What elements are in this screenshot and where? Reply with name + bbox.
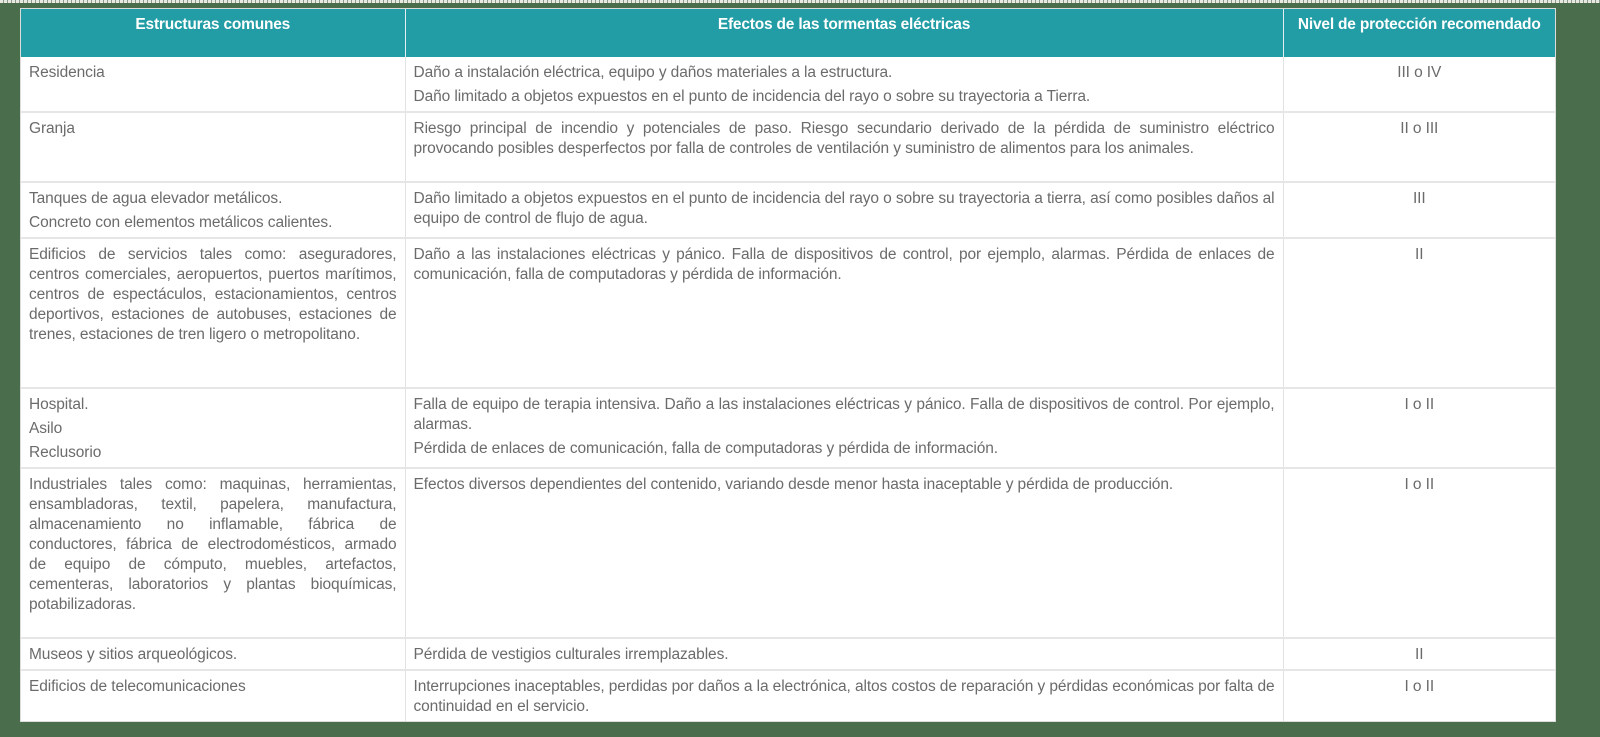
table-row: [21, 638, 1555, 670]
table-row: [21, 57, 1555, 112]
structure-text: Museos y sitios arqueológicos.: [29, 646, 238, 663]
cell-effects: [405, 182, 1283, 238]
protection-levels-table: [20, 8, 1556, 722]
structure-text: Granja: [29, 120, 75, 137]
table: [21, 9, 1555, 721]
structure-text: Tanques de agua elevador metálicos.: [29, 190, 283, 207]
cell-effects: [405, 670, 1283, 721]
structure-text: Edificios de telecomunicaciones: [29, 678, 246, 695]
effects-text: Interrupciones inaceptables, perdidas por daños a la electrónica, altos costos de reparación y pérdidas económicas por falta de continuidad en el servicio.: [413, 678, 1275, 715]
structure-text: Industriales tales como: maquinas, herramientas, ensambladoras, textil, papelera, manufactura, almacenamiento no inflamable, fábrica de conductores, fábrica de electrodomésticos, armado de equipo de cómputo, muebles, artefactos, cementeras, laboratorios y plantas bioquímicas, potabilizadoras.: [29, 476, 397, 613]
table-header: [21, 9, 1555, 57]
cell-protection-level: III: [1283, 182, 1555, 238]
cell-protection-level: II o III: [1283, 112, 1555, 182]
structure-text: Edificios de servicios tales como: aseguradores, centros comerciales, aeropuertos, puertos marítimos, centros de espectáculos, estacionamientos, centros deportivos, estaciones de autobuses, estaciones de trenes, estaciones de tren ligero o metropolitano.: [29, 246, 397, 343]
cell-structure: [21, 112, 405, 182]
cell-structure: [21, 638, 405, 670]
effects-text: Daño a las instalaciones eléctricas y pánico. Falla de dispositivos de control, por ejemplo, alarmas. Pérdida de enlaces de comunicación, falla de computadoras y pérdida de información.: [413, 246, 1275, 283]
effects-text: Falla de equipo de terapia intensiva. Daño a las instalaciones eléctricas y pánico. Falla de dispositivos de control. Por ejemplo, alarmas.: [413, 396, 1275, 433]
header-protection-level: Nivel de protección recomendado: [1283, 9, 1555, 57]
table-row: [21, 468, 1555, 638]
cell-effects: [405, 638, 1283, 670]
top-dotted-border: [0, 0, 1600, 3]
cell-protection-level: III o IV: [1397, 64, 1442, 81]
table-row: [21, 182, 1555, 238]
effects-text: Daño a instalación eléctrica, equipo y daños materiales a la estructura.: [413, 64, 893, 81]
cell-structure: [21, 388, 405, 468]
table-row: [21, 112, 1555, 182]
structure-text: Concreto con elementos metálicos calientes.: [29, 214, 333, 231]
effects-text: Pérdida de vestigios culturales irremplazables.: [413, 646, 729, 663]
table-body: [21, 57, 1555, 721]
cell-effects: [405, 468, 1283, 638]
cell-protection-level: II: [1283, 638, 1555, 670]
cell-structure: [21, 670, 405, 721]
header-structures: Estructuras comunes: [21, 9, 405, 57]
effects-text: Efectos diversos dependientes del contenido, variando desde menor hasta inaceptable y pérdida de producción.: [413, 476, 1174, 493]
cell-protection-level: I o II: [1283, 468, 1555, 638]
effects-text: Riesgo principal de incendio y potenciales de paso. Riesgo secundario derivado de la pérdida de suministro eléctrico provocando posibles desperfectos por falla de controles de ventilación y suministro de alimentos para los animales.: [413, 120, 1275, 157]
table-row: [21, 238, 1555, 388]
cell-structure: [21, 468, 405, 638]
effects-text: Daño limitado a objetos expuestos en el punto de incidencia del rayo o sobre su trayectoria a Tierra.: [413, 88, 1091, 105]
cell-protection-level: I o II: [1283, 388, 1555, 468]
cell-structure: [21, 182, 405, 238]
effects-text: Pérdida de enlaces de comunicación, falla de computadoras y pérdida de información.: [413, 440, 999, 457]
structure-text: Reclusorio: [29, 444, 102, 461]
cell-protection-level: I o II: [1283, 670, 1555, 721]
cell-effects: [405, 57, 1283, 112]
table-row: [21, 388, 1555, 468]
structure-text: Asilo: [29, 420, 63, 437]
table-row: [21, 670, 1555, 721]
cell-structure: [21, 238, 405, 388]
cell-effects: [405, 238, 1283, 388]
structure-text: Hospital.: [29, 396, 89, 413]
cell-structure: [21, 57, 405, 112]
cell-effects: [405, 388, 1283, 468]
cell-protection-level: II: [1283, 238, 1555, 388]
header-effects: Efectos de las tormentas eléctricas: [405, 9, 1283, 57]
cell-effects: [405, 112, 1283, 182]
structure-text: Residencia: [29, 64, 105, 81]
header-row: [21, 9, 1555, 57]
effects-text: Daño limitado a objetos expuestos en el punto de incidencia del rayo o sobre su trayectoria a tierra, así como posibles daños al equipo de control de flujo de agua.: [413, 190, 1275, 227]
